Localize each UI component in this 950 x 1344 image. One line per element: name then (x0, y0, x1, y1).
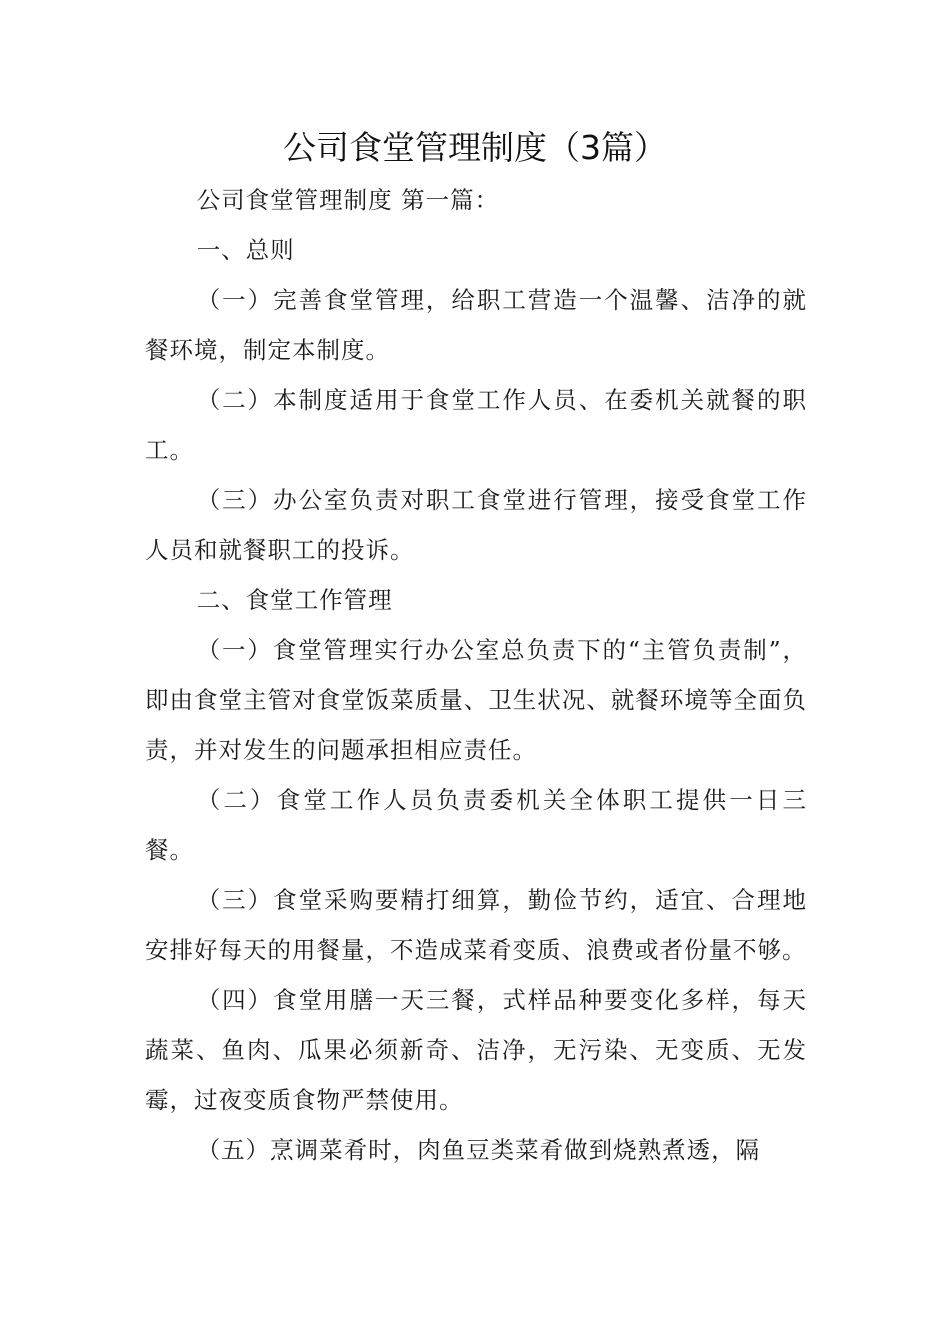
paragraph: （二）食堂工作人员负责委机关全体职工提供一日三餐。 (145, 786, 807, 864)
section-heading-work-management: 二、食堂工作管理 (196, 586, 393, 614)
paragraph: （五）烹调菜肴时，肉鱼豆类菜肴做到烧熟煮透，隔 (196, 1136, 761, 1164)
section-heading-part-one: 公司食堂管理制度 第一篇： (196, 186, 500, 214)
section-heading-general: 一、总则 (196, 236, 295, 264)
paragraph: （一）食堂管理实行办公室总负责下的“主管负责制”，即由食堂主管对食堂饭菜质量、卫生状况、就餐环境等全面负责，并对发生的问题承担相应责任。 (145, 636, 807, 764)
paragraph: （三）办公室负责对职工食堂进行管理，接受食堂工作人员和就餐职工的投诉。 (145, 486, 807, 564)
document-body (145, 175, 807, 1175)
paragraph: （一）完善食堂管理，给职工营造一个温馨、洁净的就餐环境，制定本制度。 (145, 286, 807, 364)
document-title: 公司食堂管理制度（3篇） (283, 128, 667, 167)
paragraph: （三）食堂采购要精打细算，勤俭节约，适宜、合理地安排好每天的用餐量，不造成菜肴变质、浪费或者份量不够。 (145, 886, 807, 964)
paragraph: （四）食堂用膳一天三餐，式样品种要变化多样，每天蔬菜、鱼肉、瓜果必须新奇、洁净，无污染、无变质、无发霉，过夜变质食物严禁使用。 (145, 986, 807, 1114)
paragraph: （二）本制度适用于食堂工作人员、在委机关就餐的职工。 (145, 386, 807, 464)
